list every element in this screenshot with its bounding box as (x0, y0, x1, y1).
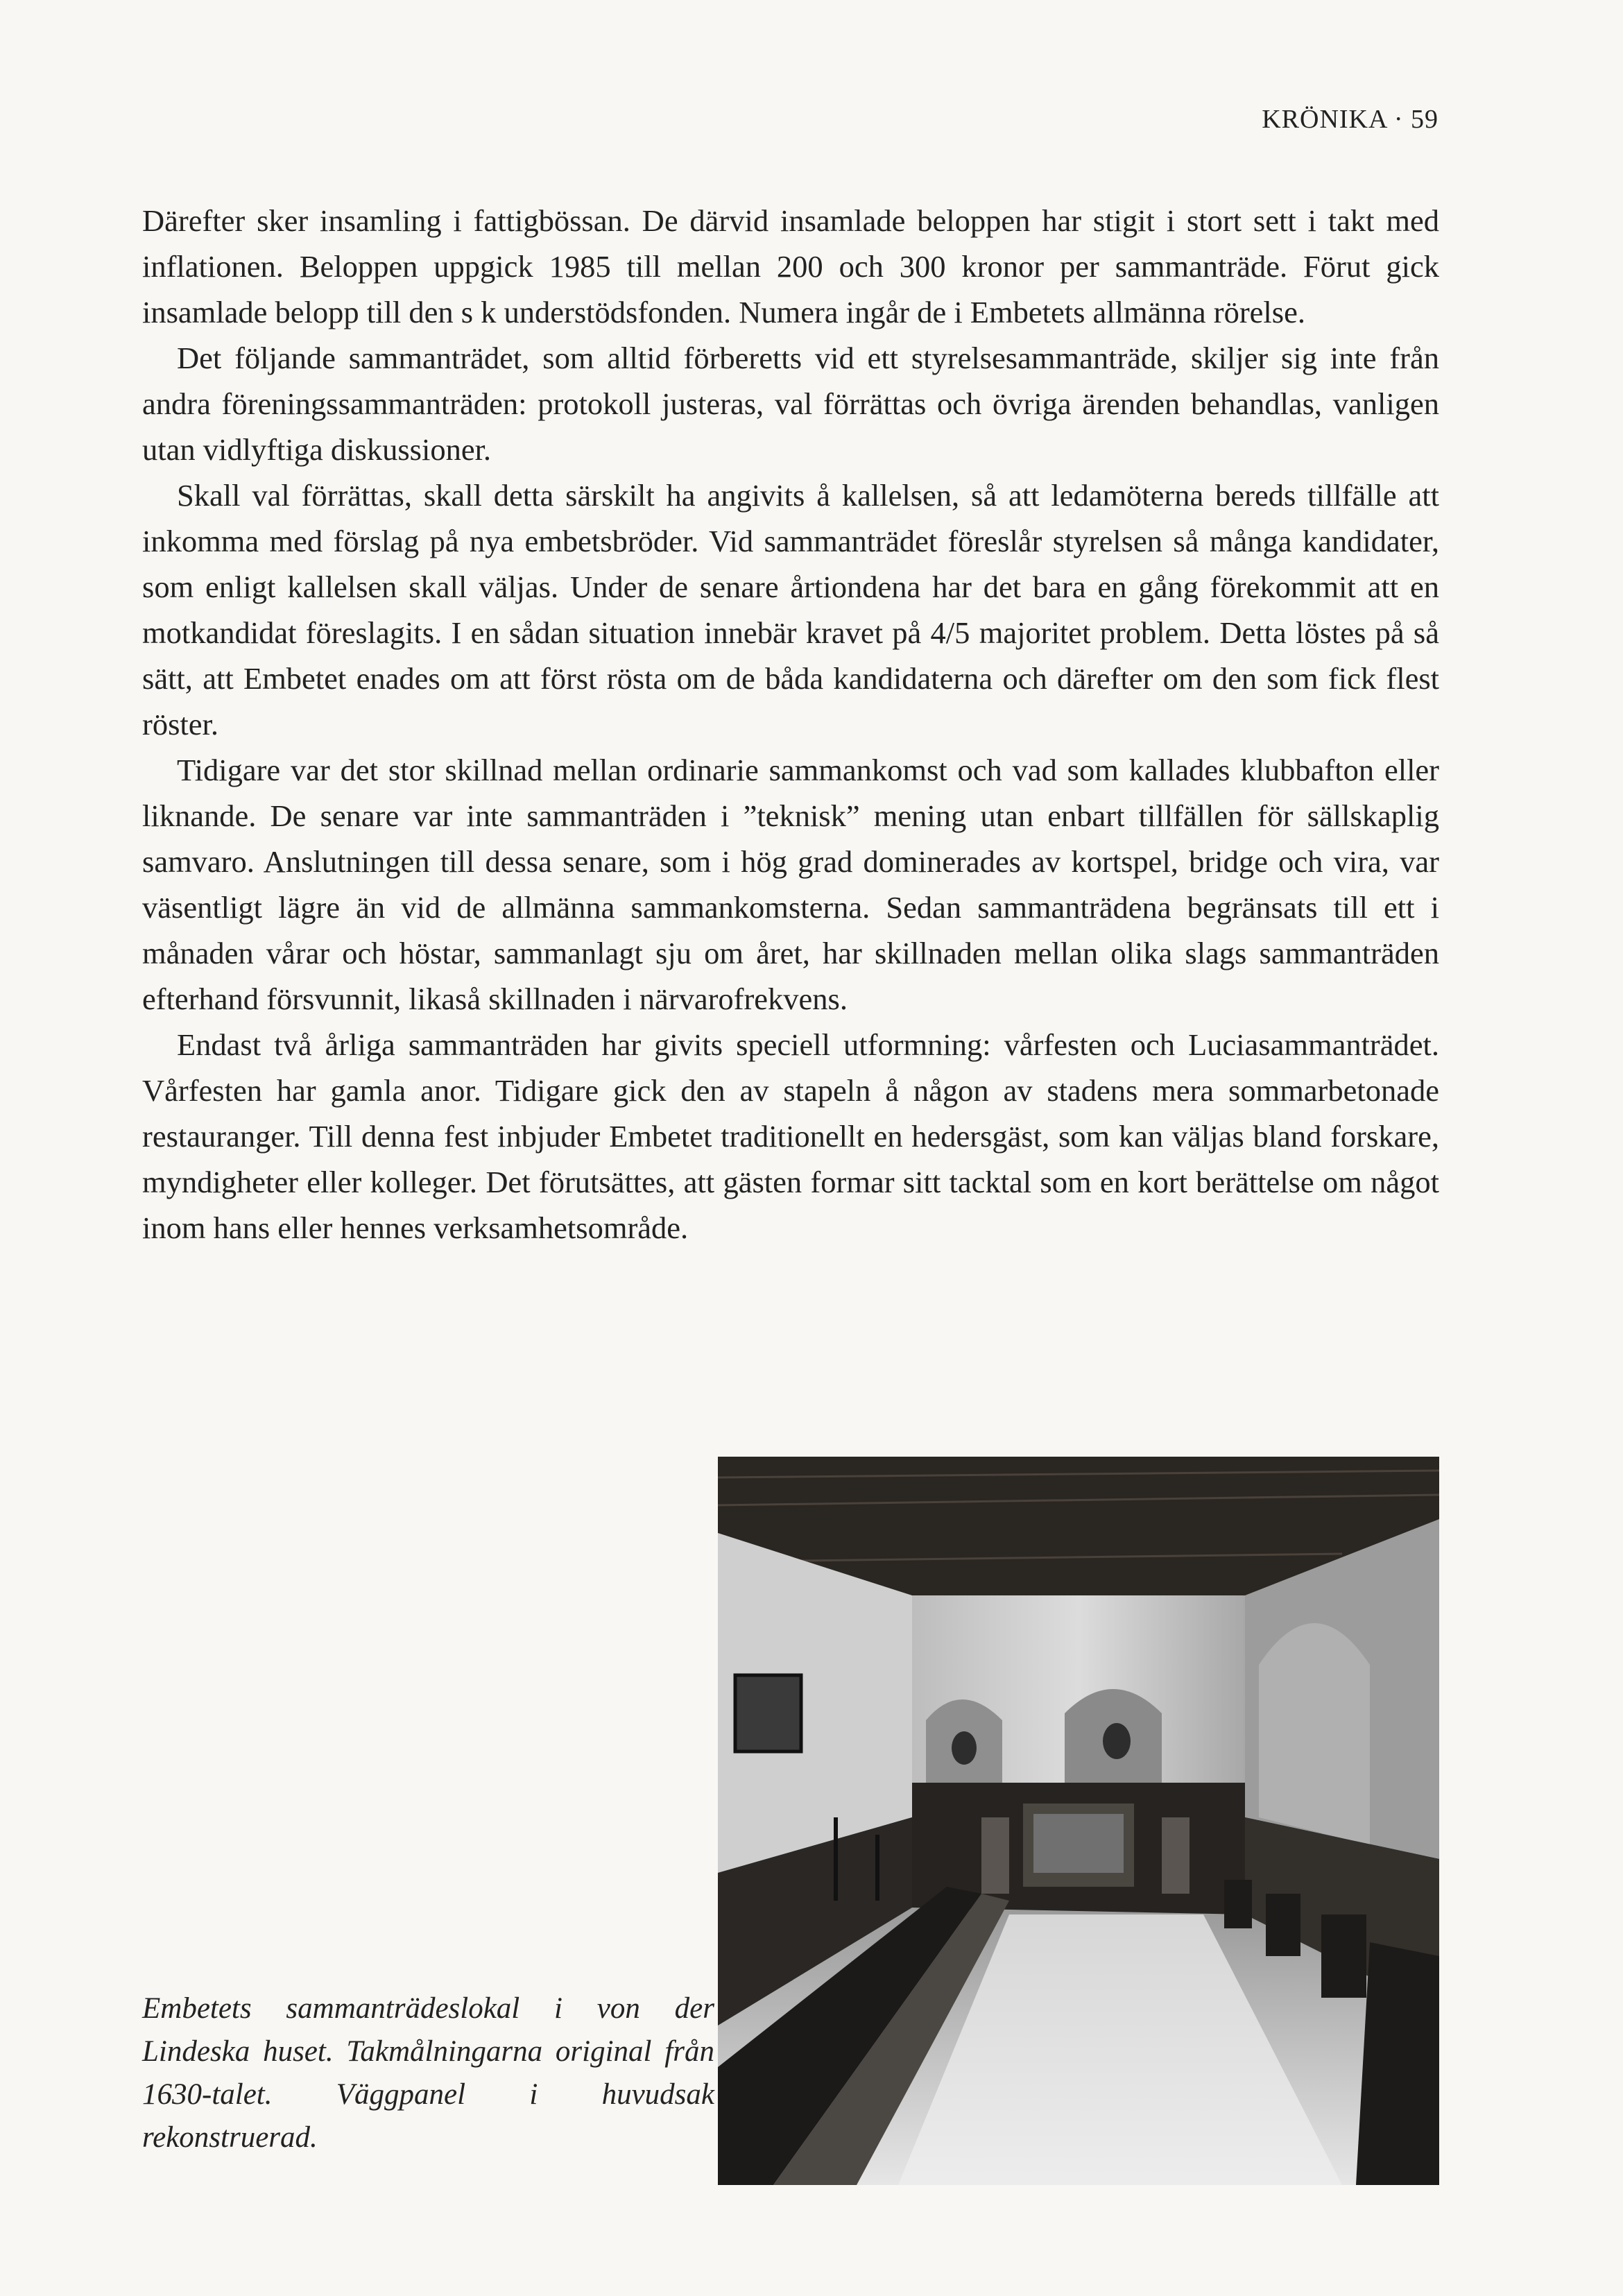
paragraph-5: Endast två årliga sammanträden har givits speciell utformning: vårfesten och Luciasammanträdet. Vårfesten har gamla anor. Tidigare gick den av stapeln å någon av stadens mera sommarbetonade restauranger. Till denna fest inbjuder Embetet traditionellt en hedersgäst, som kan väljas bland forskare, myndigheter eller kolleger. Det förutsättes, att gästen formar sitt tacktal som en kort berättelse om något inom hans eller hennes verksamhetsområde. (142, 1027, 1439, 1245)
body-text (142, 198, 1439, 1251)
paragraph-1: Därefter sker insamling i fattigbössan. De därvid insamlade beloppen har stigit i stort sett i takt med inflationen. Beloppen uppgick 1985 till mellan 200 och 300 kronor per sammanträde. Förut gick insamlade belopp till den s k understödsfonden. Numera ingår de i Embetets allmänna rörelse. (142, 203, 1439, 329)
running-head: KRÖNIKA · 59 (1262, 105, 1439, 134)
figure-caption: Embetets sammanträdeslokal i von der Lindeska huset. Takmålningarna original från 1630-talet. Väggpanel i huvudsak rekonstruerad. (142, 1992, 714, 2154)
paragraph-4: Tidigare var det stor skillnad mellan ordinarie sammankomst och vad som kallades klubbafton eller liknande. De senare var inte sammanträden i ”teknisk” mening utan enbart tillfällen för sällskaplig samvaro. Anslutningen till dessa senare, som i hög grad dominerades av kortspel, bridge och vira, var väsentligt lägre än vid de allmänna sammankomsterna. Sedan sammanträdena begränsats till ett i månaden vårar och höstar, sammanlagt sju om året, har skillnaden mellan olika slags sammanträden efterhand försvunnit, likaså skillnaden i närvarofrekvens. (142, 753, 1439, 1016)
photograph-meeting-hall (718, 1457, 1439, 2185)
paragraph-3: Skall val förrättas, skall detta särskilt ha angivits å kallelsen, så att ledamöterna bereds tillfälle att inkomma med förslag på nya embetsbröder. Vid sammanträdet föreslår styrelsen så många kandidater, som enligt kallelsen skall väljas. Under de senare årtiondena har det bara en gång förekommit att en motkandidat föreslagits. I en sådan situation innebär kravet på 4/5 majoritet problem. Detta löstes på så sätt, att Embetet enades om att först rösta om de båda kandidaterna och därefter om den som fick flest röster. (142, 478, 1439, 742)
paragraph-2: Det följande sammanträdet, som alltid förberetts vid ett styrelsesammanträde, skiljer sig inte från andra föreningssammanträden: protokoll justeras, val förrättas och övriga ärenden behandlas, vanligen utan vidlyftiga diskussioner. (142, 341, 1439, 467)
